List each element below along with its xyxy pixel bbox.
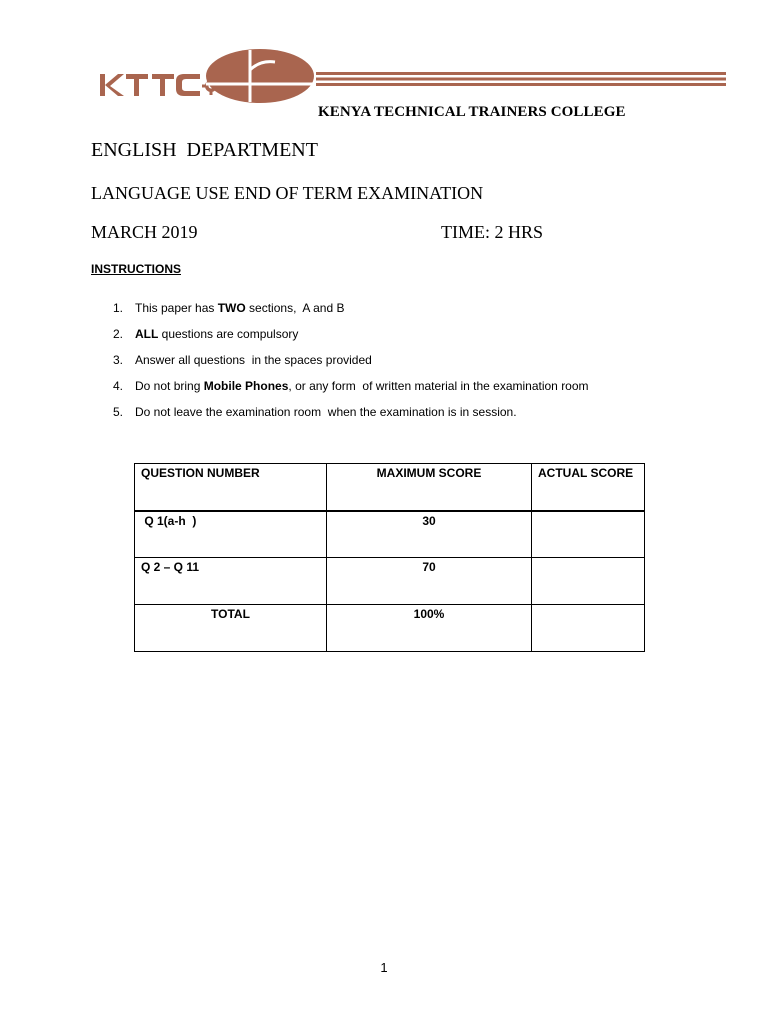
instruction-item: 4. Do not bring Mobile Phones, or any form of written material in the examination room	[113, 379, 589, 393]
cell-total-label: TOTAL	[135, 605, 327, 652]
exam-title: LANGUAGE USE END OF TERM EXAMINATION	[91, 183, 484, 203]
exam-date: MARCH 2019	[91, 222, 198, 242]
cell-actual-score[interactable]	[532, 511, 645, 558]
cell-total-actual[interactable]	[532, 605, 645, 652]
cell-question: Q 1(a-h )	[135, 511, 327, 558]
cell-question: Q 2 – Q 11	[135, 558, 327, 605]
exam-time: TIME: 2 HRS	[441, 222, 544, 242]
score-table	[134, 463, 645, 652]
header-question-number: QUESTION NUMBER	[135, 464, 327, 511]
cell-max-score: 70	[327, 558, 532, 605]
instructions-list	[113, 300, 589, 430]
instructions-heading: INSTRUCTIONS	[91, 262, 181, 276]
instruction-item: 5. Do not leave the examination room when the examination is in session.	[113, 405, 517, 419]
table-row	[135, 558, 645, 605]
page-number: 1	[380, 960, 388, 975]
instruction-item: 1. This paper has TWO sections, A and B	[113, 301, 345, 315]
cell-total-max: 100%	[327, 605, 532, 652]
college-name: KENYA TECHNICAL TRAINERS COLLEGE	[318, 104, 626, 120]
header-maximum-score: MAXIMUM SCORE	[327, 464, 532, 511]
header-actual-score: ACTUAL SCORE	[532, 464, 645, 511]
cell-actual-score[interactable]	[532, 558, 645, 605]
instruction-item: 2. ALL questions are compulsory	[113, 327, 299, 341]
cell-max-score: 30	[327, 511, 532, 558]
table-row	[135, 511, 645, 558]
kttc-logo	[100, 48, 315, 104]
table-row	[135, 605, 645, 652]
instruction-item: 3. Answer all questions in the spaces provided	[113, 353, 372, 367]
department-title: ENGLISH DEPARTMENT	[91, 139, 318, 161]
header-rule-lines	[316, 72, 726, 86]
table-header-row	[135, 464, 645, 511]
